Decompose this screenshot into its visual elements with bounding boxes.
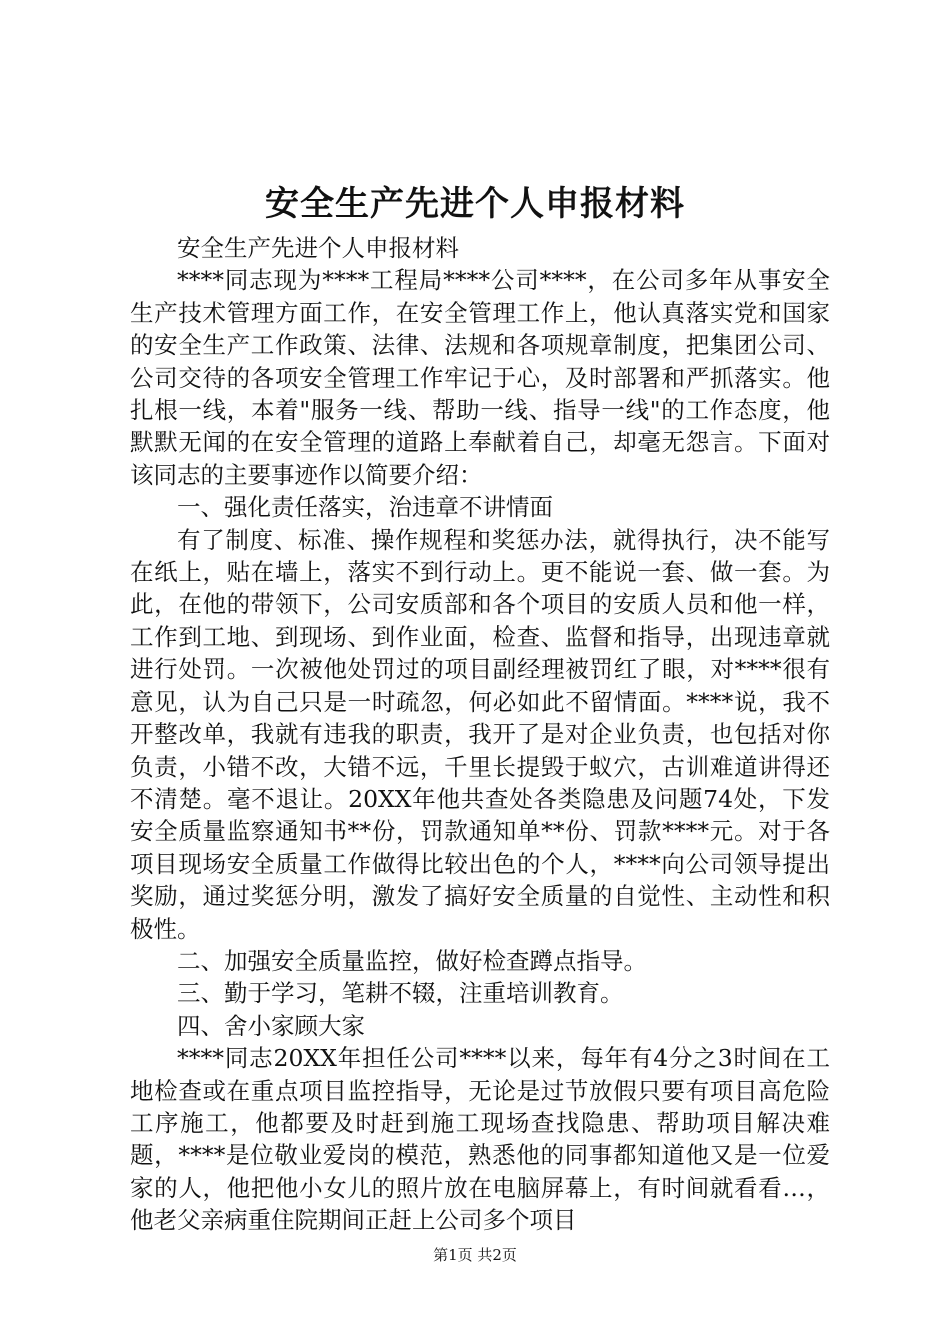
subtitle-paragraph: 安全生产先进个人申报材料: [177, 234, 459, 262]
page-footer: 第1页 共2页: [433, 1246, 517, 1264]
section-heading-2: 二、加强安全质量监控，做好检查蹲点指导。: [177, 946, 647, 975]
document-title: 安全生产先进个人申报材料: [265, 184, 685, 224]
section-heading-4: 四、舍小家顾大家: [177, 1011, 365, 1040]
section-heading-1: 一、强化责任落实，治违章不讲情面: [177, 493, 553, 522]
section-4-paragraph: ****同志20XX年担任公司****以来，每年有4分之3时间在工地检查或在重点项目监控指导，无论是过节放假只要有项目高危险工序施工，他都要及时赶到施工现场查找隐患、帮助项目解决难题，****是位敬业爱岗的模范，熟悉他的同事都知道他又是一位爱家的人，他把他小女儿的照片放在电脑屏幕上，有时间就看看…，他老父亲病重住院期间正赶上公司多个项目: [130, 1044, 830, 1235]
document-body: [130, 232, 830, 1237]
section-heading-3: 三、勤于学习，笔耕不辍，注重培训教育。: [177, 979, 624, 1008]
section-1-paragraph: 有了制度、标准、操作规程和奖惩办法，就得执行，决不能写在纸上，贴在墙上，落实不到行动上。更不能说一套、做一套。为此，在他的带领下，公司安质部和各个项目的安质人员和他一样，工作到工地、到现场、到作业面，检查、监督和指导，出现违章就进行处罚。一次被他处罚过的项目副经理被罚红了眼，对****很有意见，认为自己只是一时疏忽，何必如此不留情面。****说，我不开整改单，我就有违我的职责，我开了是对企业负责，也包括对你负责，小错不改，大错不远，千里长提毁于蚁穴，古训难道讲得还不清楚。毫不退让。20XX年他共查处各类隐患及问题74处，下发安全质量监察通知书**份，罚款通知单**份、罚款****元。对于各项目现场安全质量工作做得比较出色的个人，****向公司领导提出奖励，通过奖惩分明，激发了搞好安全质量的自觉性、主动性和积极性。: [130, 525, 830, 943]
intro-paragraph: ****同志现为****工程局****公司****，在公司多年从事安全生产技术管理方面工作，在安全管理工作上，他认真落实党和国家的安全生产工作政策、法律、法规和各项规章制度，把集团公司、公司交待的各项安全管理工作牢记于心，及时部署和严抓落实。他扎根一线，本着"服务一线、帮助一线、指导一线"的工作态度，他默默无闻的在安全管理的道路上奉献着自己，却毫无怨言。下面对该同志的主要事迹作以简要介绍：: [130, 266, 830, 489]
